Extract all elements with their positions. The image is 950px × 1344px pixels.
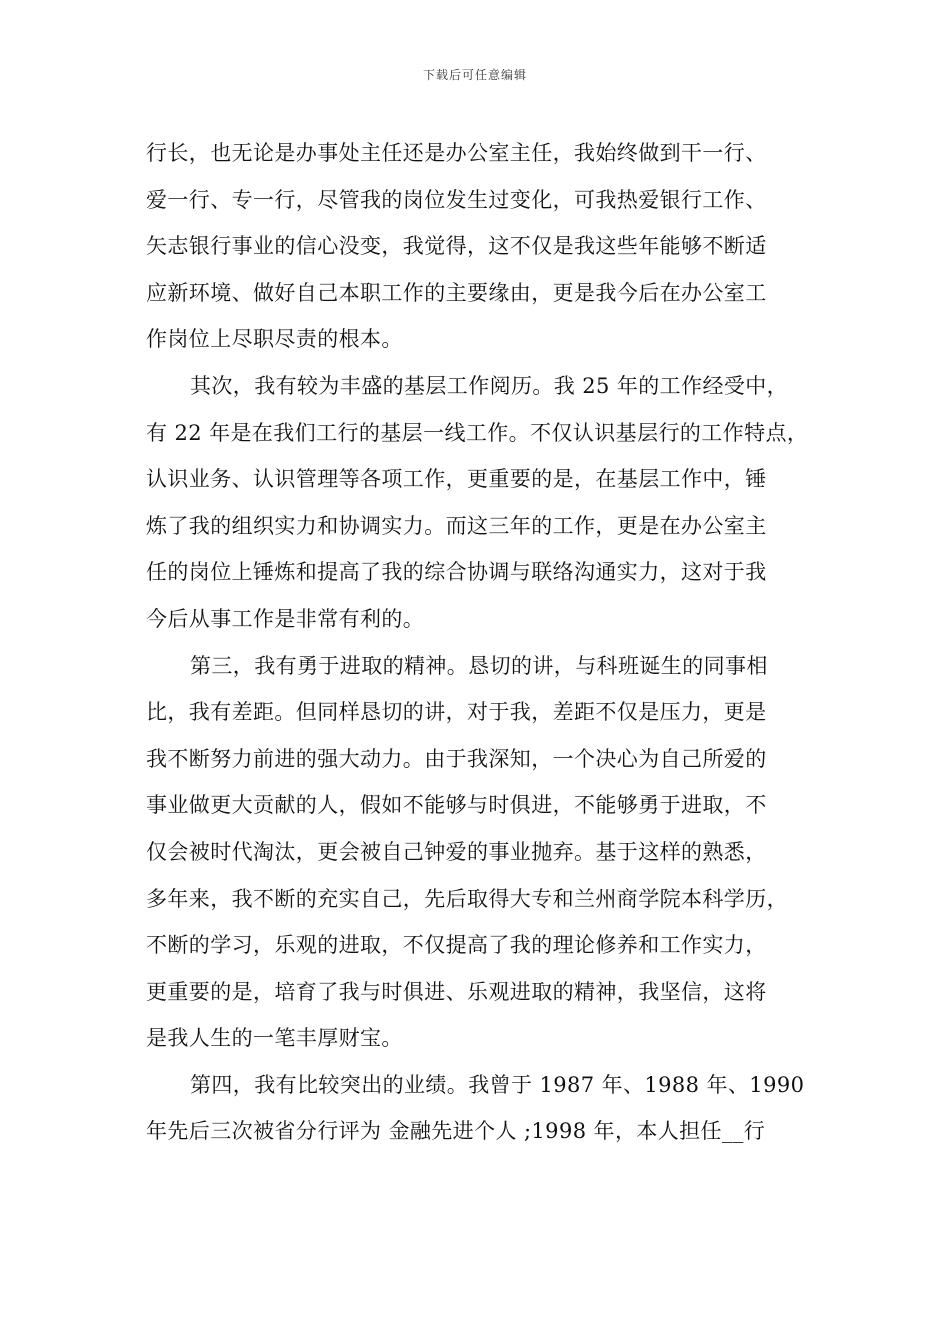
text-line: 作岗位上尽职尽责的根本。 xyxy=(146,327,403,352)
paragraph-start-line: 第三，我有勇于进取的精神。恳切的讲，与科班诞生的同事相 xyxy=(190,653,768,678)
text-line: 是我人生的一笔丰厚财宝。 xyxy=(146,1026,403,1051)
text-line: 任的岗位上锤炼和提高了我的综合协调与联络沟通实力，这对于我 xyxy=(146,560,767,585)
text-line: 我不断努力前进的强大动力。由于我深知，一个决心为自己所爱的 xyxy=(146,746,767,771)
page-header: 下载后可任意编辑 xyxy=(422,68,527,82)
text-line: 不断的学习，乐观的进取，不仅提高了我的理论修养和工作实力， xyxy=(146,933,767,958)
text-line: 年先后三次被省分行评为 金融先进个人 ;1998 年，本人担任__行 xyxy=(146,1119,766,1144)
paragraph-start-line: 其次，我有较为丰盛的基层工作阅历。我 25 年的工作经受中， xyxy=(190,373,789,398)
text-line: 矢志银行事业的信心没变，我觉得，这不仅是我这些年能够不断适 xyxy=(146,234,767,259)
text-line: 炼了我的组织实力和协调实力。而这三年的工作，更是在办公室主 xyxy=(146,513,767,538)
text-line: 比，我有差距。但同样恳切的讲，对于我，差距不仅是压力，更是 xyxy=(146,700,767,725)
paragraph-start-line: 第四，我有比较突出的业绩。我曾于 1987 年、1988 年、1990 xyxy=(190,1072,805,1097)
text-line: 行长，也无论是办事处主任还是办公室主任，我始终做到干一行、 xyxy=(146,141,767,165)
text-line: 认识业务、认识管理等各项工作，更重要的是，在基层工作中，锤 xyxy=(146,467,767,492)
text-line: 仅会被时代淘汰，更会被自己钟爱的事业抛弃。基于这样的熟悉， xyxy=(146,839,767,864)
text-line: 今后从事工作是非常有利的。 xyxy=(146,606,425,631)
document-body xyxy=(146,130,826,1155)
text-line: 更重要的是，培育了我与时俱进、乐观进取的精神，我坚信，这将 xyxy=(146,979,767,1004)
text-line: 有 22 年是在我们工行的基层一线工作。不仅认识基层行的工作特点， xyxy=(146,420,809,445)
text-line: 爱一行、专一行，尽管我的岗位发生过变化，可我热爱银行工作、 xyxy=(146,187,767,212)
text-line: 多年来，我不断的充实自己，先后取得大专和兰州商学院本科学历， xyxy=(146,886,788,911)
text-line: 事业做更大贡献的人，假如不能够与时俱进，不能够勇于进取，不 xyxy=(146,793,767,818)
text-line: 应新环境、做好自己本职工作的主要缘由，更是我今后在办公室工 xyxy=(146,280,767,305)
